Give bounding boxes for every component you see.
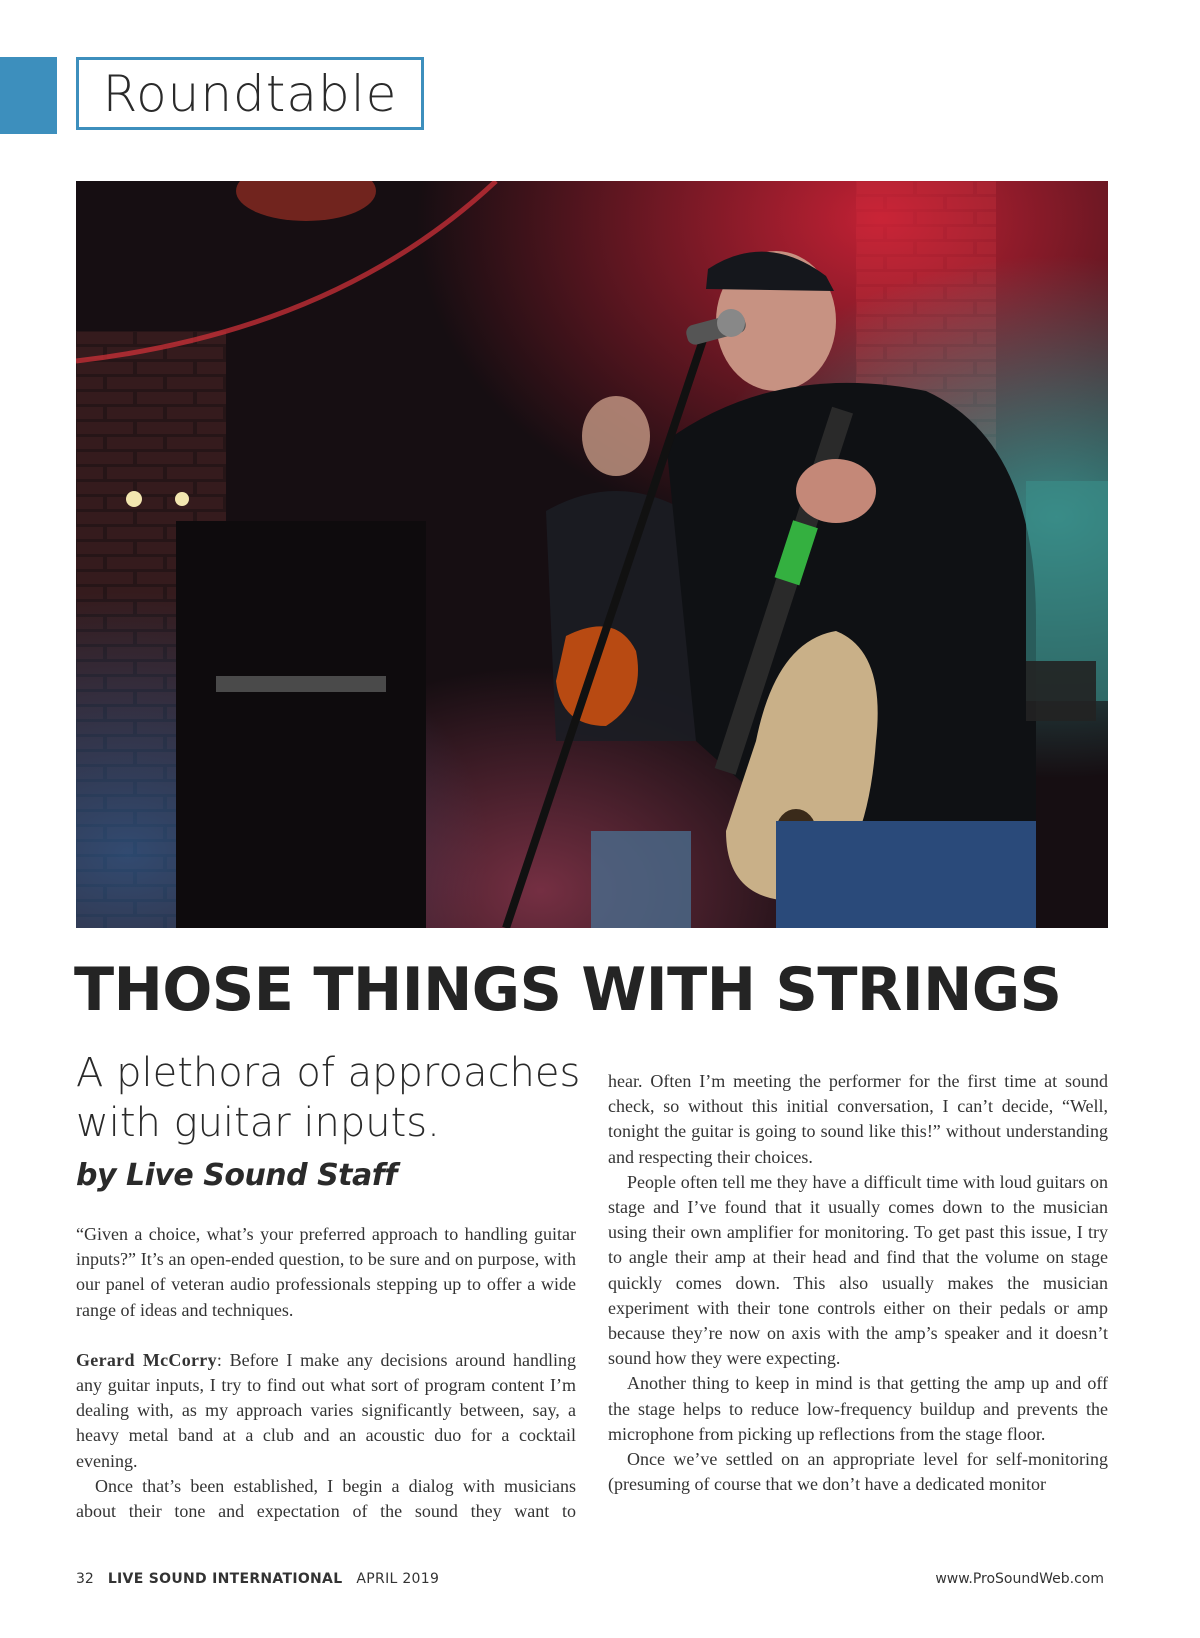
guitarist-on-stage-image (76, 181, 1108, 928)
section-label: Roundtable (102, 64, 398, 123)
paragraph-2-continued: hear. Often I’m meeting the performer for the first time at sound check, so without this initial conversation, I can’t decide, “Well, tonight the guitar is going to sound like this!” without understanding and respecting their choices. (608, 1071, 1108, 1167)
paragraph-3: People often tell me they have a difficult time with loud guitars on stage and I’ve found that it usually comes down to the musician using their own amplifier for monitoring. To get past this issue, I try to angle their amp at their head and find that the volume on stage quickly comes down. This also usually makes the musician experiment with their tone controls either on their pedals or amp because they’re now on axis with the amp’s speaker and it doesn’t sound how they were expecting. (608, 1171, 1108, 1369)
intro-paragraph: “Given a choice, what’s your preferred approach to handling guitar inputs?” It’s an open-ended question, to be sure and on purpose, with our panel of veteran audio professionals stepping up to offer a wide range of ideas and techniques. (76, 1224, 576, 1320)
paragraph-1-text: : Before I make any decisions around handling any guitar inputs, I try to find out what sort of program content I’m dealing with, as my approach varies significantly between, say, a heavy metal band at a club and an acoustic duo for a cocktail evening. (76, 1349, 577, 1471)
page-footer (76, 1571, 1104, 1587)
body-column-right (608, 1069, 1108, 1497)
speaker-name: Gerard McCorry (76, 1349, 217, 1370)
paragraph-4: Another thing to keep in mind is that getting the amp up and off the stage helps to reduce low-frequency buildup and prevents the microphone from picking up reflections from the stage floor. (608, 1373, 1108, 1444)
article-headline: THOSE THINGS WITH STRINGS (74, 955, 1062, 1025)
article-deck: A plethora of approaches with guitar inputs. (76, 1050, 581, 1146)
issue-date: APRIL 2019 (356, 1571, 440, 1587)
paragraph-2: Once that’s been established, I begin a dialog with musicians about their tone and expectation of the sound they want to (76, 1475, 576, 1522)
concert-photo (76, 181, 1108, 928)
body-column-left (76, 1222, 576, 1524)
section-label-box (76, 57, 424, 130)
paragraph-5: Once we’ve settled on an appropriate level for self-monitoring (presuming of course that we don’t have a dedicated monitor (608, 1449, 1108, 1495)
article-byline: by Live Sound Staff (76, 1158, 397, 1193)
magazine-name: LIVE SOUND INTERNATIONAL (107, 1571, 343, 1587)
paragraph-1 (76, 1348, 576, 1474)
website-url: www.ProSoundWeb.com (935, 1571, 1104, 1587)
section-accent-block (0, 57, 57, 134)
page-number: 32 (76, 1571, 94, 1587)
